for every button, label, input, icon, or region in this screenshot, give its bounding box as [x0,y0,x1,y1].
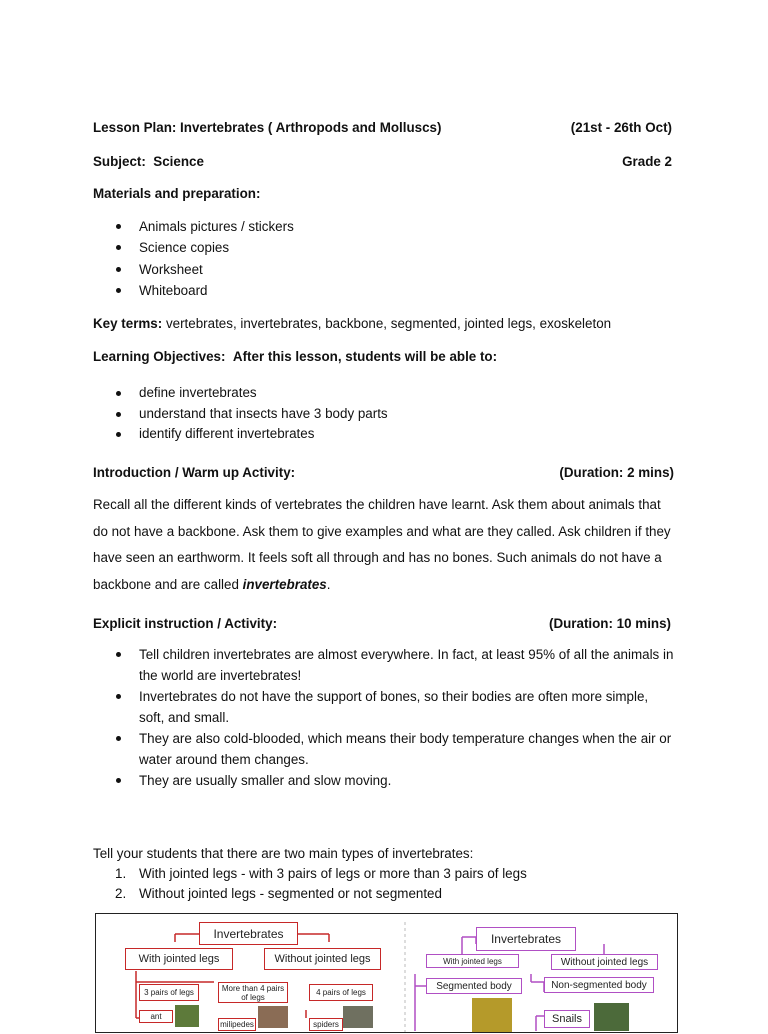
intro-duration: (Duration: 2 mins) [559,465,674,480]
millipede-photo [258,1006,288,1028]
spiders-label: spiders [309,1018,343,1031]
segmented-worm-photo [472,998,512,1032]
snail-photo [594,1003,629,1031]
types-list [93,864,527,904]
ant-label: ant [139,1010,173,1023]
intro-text-end: . [326,576,331,592]
list-number: 2. [115,886,127,901]
list-number: 1. [115,866,127,881]
left-root-node: Invertebrates [199,922,298,945]
intro-paragraph [93,492,674,598]
list-item: They are also cold-blooded, which means their body temperature changes when the air or water around them changes. [93,728,674,770]
key-terms [93,316,672,331]
subject-label: Subject: [93,154,146,169]
list-item: Science copies [93,237,672,258]
segmented-body-node: Segmented body [426,978,522,994]
list-item: Whiteboard [93,280,672,301]
four-pairs-node: 4 pairs of legs [309,984,373,1001]
explicit-heading: Explicit instruction / Activity: [93,616,278,631]
objectives-heading [93,349,672,364]
more-than-four-pairs-node: More than 4 pairs of legs [218,982,288,1003]
right-with-jointed-node: With jointed legs [426,954,519,968]
subject-line [93,154,204,169]
list-item: Worksheet [93,259,672,280]
millipedes-label: milipedes [218,1018,256,1031]
explicit-heading-row [93,616,671,631]
key-terms-text: vertebrates, invertebrates, backbone, segmented, jointed legs, exoskeleton [165,316,612,331]
grade-label: Grade 2 [622,154,672,169]
title-row [93,120,672,135]
snails-node: Snails [544,1010,590,1028]
intro-text: Recall all the different kinds of vertebrates the children have learnt. Ask them about animals that do not have a backbone. Ask them to give examples and what are they called. Ask children if they have seen an earthworm. It feels soft all through and has no bones. Such animals do not have a backbone and are called [93,497,671,592]
objectives-text: After this lesson, students will be able to: [232,349,498,364]
left-connectors [136,934,329,1018]
materials-heading: Materials and preparation: [93,186,261,201]
list-item [93,884,527,904]
spider-photo [343,1006,373,1028]
classification-figure [95,913,678,1033]
list-item: They are usually smaller and slow moving. [93,770,674,791]
subject-row [93,154,672,169]
list-text: Without jointed legs - segmented or not segmented [139,886,442,901]
right-without-jointed-node: Without jointed legs [551,954,658,970]
list-item: Tell children invertebrates are almost everywhere. In fact, at least 95% of all the animals in the world are invertebrates! [93,644,674,686]
three-pairs-node: 3 pairs of legs [139,984,199,1001]
date-range: (21st - 26th Oct) [570,120,672,135]
list-text: With jointed legs - with 3 pairs of legs or more than 3 pairs of legs [139,866,527,881]
objectives-list [93,383,672,445]
list-item: Animals pictures / stickers [93,216,672,237]
list-item: understand that insects have 3 body parts [93,404,672,425]
left-with-jointed-node: With jointed legs [125,948,233,970]
right-root-node: Invertebrates [476,927,576,951]
objectives-label: Learning Objectives: [93,349,226,364]
subject-value: Science [153,154,204,169]
types-intro: Tell your students that there are two main types of invertebrates: [93,846,474,861]
non-segmented-body-node: Non-segmented body [544,977,654,993]
explicit-duration: (Duration: 10 mins) [548,616,671,631]
materials-list [93,216,672,301]
explicit-list [93,644,674,791]
intro-heading: Introduction / Warm up Activity: [93,465,296,480]
list-item: Invertebrates do not have the support of bones, so their bodies are often more simple, soft, and small. [93,686,674,728]
intro-emphasis: invertebrates [242,576,327,592]
intro-heading-row [93,465,674,480]
key-terms-label: Key terms: [93,316,163,331]
list-item [93,864,527,884]
page-title: Lesson Plan: Invertebrates ( Arthropods and Molluscs) [93,120,442,135]
list-item: define invertebrates [93,383,672,404]
list-item: identify different invertebrates [93,424,672,445]
left-without-jointed-node: Without jointed legs [264,948,381,970]
